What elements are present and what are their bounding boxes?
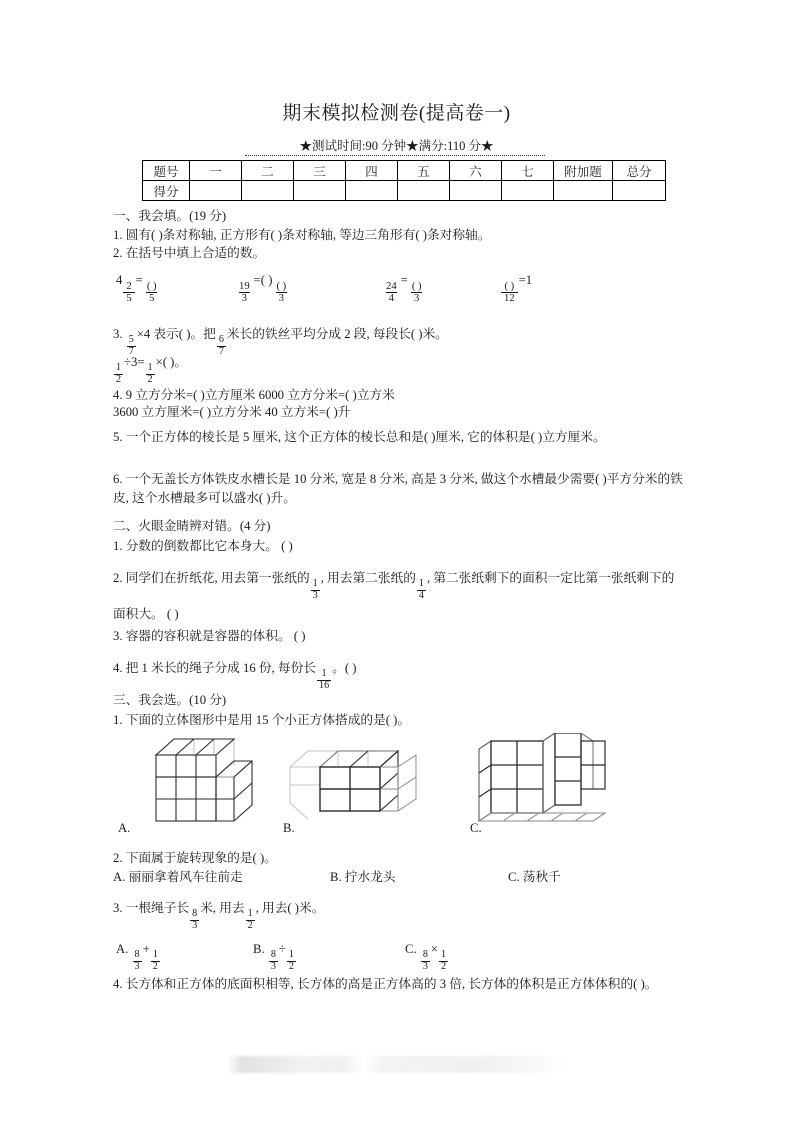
section3-q3 (113, 900, 324, 931)
expr1-equals: = (135, 273, 143, 287)
section1-q1: 1. 圆有( )条对称轴, 正方形有( )条对称轴, 等边三角形有( )条对称轴。 (113, 228, 491, 242)
q3c-operator: ÷3= (124, 355, 145, 369)
opt-c-frac2: $\frac{1}{2}$ (441, 949, 447, 972)
col-header-1: 一 (190, 161, 242, 181)
opt-c-frac1: $\frac{8}{3}$ (422, 949, 428, 972)
table-row (143, 161, 666, 181)
section3-heading: 三、我会选。(10 分) (113, 693, 227, 707)
opt-a-frac1: $\frac{8}{3}$ (134, 949, 140, 972)
col-header-2: 二 (242, 161, 294, 181)
section1-heading: 一、我会填。(19 分) (113, 209, 227, 223)
col-header-total: 总分 (613, 161, 666, 181)
cube-figure-b (288, 745, 418, 840)
cube-figure-a (136, 733, 266, 838)
q3-fraction-five-sevenths: $\frac{5}{7}$ (128, 334, 134, 357)
section1-q2-expr4 (500, 272, 532, 304)
q2-fraction-one-fourth: $\frac{1}{4}$ (418, 578, 424, 601)
col-header-extra: 附加题 (554, 161, 613, 181)
section3-q2-option-b[interactable]: B. 拧水龙头 (330, 870, 396, 884)
section3-q2: 2. 下面属于旋转现象的是( )。 (113, 851, 277, 865)
page-watermark (228, 1056, 565, 1073)
score-cell-total[interactable] (613, 181, 666, 201)
q2-tail: , 第二张纸剩下的面积一定比第一张纸剩下的面积大。 ( ) (113, 571, 675, 621)
expr2-fraction: $\frac{19}{3}$ (239, 280, 250, 304)
section1-q2-expr1 (116, 272, 161, 304)
expr1-fraction: $\frac{2}{5}$ (123, 281, 134, 304)
q4-prefix: 4. 把 1 米长的绳子分成 16 份, 每份长 (113, 661, 316, 675)
col-header-3: 三 (294, 161, 346, 181)
opt-a-frac2: $\frac{1}{2}$ (152, 949, 158, 972)
opt-a-label: A. (116, 942, 132, 956)
section3-q3-option-a[interactable] (116, 941, 161, 972)
score-cell-5[interactable] (398, 181, 450, 201)
opt-b-frac2: $\frac{1}{2}$ (288, 949, 294, 972)
dotted-divider (245, 155, 545, 156)
section1-q2-expr2 (235, 272, 290, 304)
figure-label-a: A. (118, 821, 131, 835)
col-header-5: 五 (398, 161, 450, 181)
figure-label-b: B. (283, 821, 295, 835)
section1-q3-line2 (113, 354, 187, 385)
q3c-tail: ×( )。 (155, 355, 188, 369)
q4-tail: 。( ) (332, 661, 357, 675)
section1-q3-line1 (113, 326, 448, 357)
section3-q3-option-c[interactable] (405, 941, 449, 972)
expr4-equals: =1 (518, 273, 533, 287)
q3-fraction-one-half: $\frac{1}{2}$ (247, 908, 253, 931)
q3-fraction-eight-thirds: $\frac{8}{3}$ (192, 908, 198, 931)
opt-c-label: C. (405, 942, 420, 956)
q4-fraction-one-sixteenth: $\frac{1}{16}$ (319, 668, 330, 691)
q3-prefix: 3. (113, 327, 126, 341)
section2-q4 (113, 660, 356, 691)
q3-middle-text: ×4 表示( )。把 (136, 327, 216, 341)
col-header-6: 六 (450, 161, 502, 181)
q3-fraction-six-sevenths: $\frac{6}{7}$ (218, 334, 224, 357)
section2-q2 (113, 565, 683, 627)
exam-subtitle: ★测试时间:90 分钟★满分:110 分★ (299, 139, 494, 153)
col-header-7: 七 (502, 161, 554, 181)
q3-tail-text2: , 用去( )米。 (255, 901, 325, 915)
row-label-score: 得分 (143, 181, 190, 201)
section1-q2-expr3 (382, 272, 426, 304)
expr2-blank-whole[interactable]: ) (265, 273, 273, 287)
score-cell-4[interactable] (346, 181, 398, 201)
section1-q4-line2: 3600 立方厘米=( )立方分米 40 立方米=( )升 (113, 405, 351, 419)
opt-b-operator: ÷ (278, 942, 286, 956)
expr2-equals: =( (253, 273, 266, 287)
section1-q4-line1: 4. 9 立方分米=( )立方厘米 6000 立方分米=( )立方米 (113, 388, 395, 402)
score-table (142, 160, 666, 201)
section3-q4: 4. 长方体和正方体的底面积相等, 长方体的高是正方体高的 3 倍, 长方体的体积是正方体体积的( )。 (113, 977, 658, 991)
table-row (143, 181, 666, 201)
expr3-answer-fraction[interactable]: ( ) 3 (411, 280, 422, 304)
q2-prefix: 2. 同学们在折纸花, 用去第一张纸的 (113, 571, 310, 585)
q3c-fraction-half-left: $\frac{1}{2}$ (116, 362, 122, 385)
score-cell-7[interactable] (502, 181, 554, 201)
expr4-answer-fraction[interactable]: ( ) 12 (501, 281, 518, 304)
opt-a-operator: + (142, 942, 150, 956)
section3-q3-option-b[interactable] (253, 941, 297, 972)
section1-q5: 5. 一个正方体的棱长是 5 厘米, 这个正方体的棱长总和是( )厘米, 它的体积是( )立方厘米。 (113, 430, 606, 444)
opt-c-operator: × (430, 942, 439, 956)
q3-tail-text: 米长的铁丝平均分成 2 段, 每段长( )米。 (226, 327, 448, 341)
q3-prefix-text: 3. 一根绳子长 (113, 901, 190, 915)
col-header-4: 四 (346, 161, 398, 181)
score-cell-6[interactable] (450, 181, 502, 201)
section2-q1: 1. 分数的倒数都比它本身大。 ( ) (113, 539, 293, 553)
page-title: 期末模拟检测卷(提高卷一) (282, 103, 511, 124)
section3-q1: 1. 下面的立体图形中是用 15 个小正方体搭成的是( )。 (113, 713, 411, 727)
section2-heading: 二、火眼金睛辨对错。(4 分) (113, 519, 271, 533)
q2-fraction-one-third: $\frac{1}{3}$ (312, 578, 318, 601)
expr2-answer-fraction[interactable]: ( ) 3 (276, 280, 287, 304)
score-cell-3[interactable] (294, 181, 346, 201)
score-cell-2[interactable] (242, 181, 294, 201)
section3-q2-option-c[interactable]: C. 荡秋千 (508, 870, 561, 884)
cube-figure-c (475, 733, 620, 838)
section1-q6: 6. 一个无盖长方体铁皮水槽长是 10 分米, 宽是 8 分米, 高是 3 分米, 做这个水槽最少需要( )平方分米的铁皮, 这个水槽最多可以盛水( )升。 (113, 472, 683, 505)
figure-label-c: C. (470, 821, 482, 835)
q3-middle-text2: 米, 用去 (200, 901, 245, 915)
row-label-number: 题号 (143, 161, 190, 181)
score-cell-extra[interactable] (554, 181, 613, 201)
section1-q2: 2. 在括号中填上合适的数。 (113, 246, 266, 260)
section2-q3: 3. 容器的容积就是容器的体积。 ( ) (113, 629, 306, 643)
expr1-answer-fraction[interactable]: ( ) 5 (146, 280, 157, 304)
opt-b-frac1: $\frac{8}{3}$ (270, 949, 276, 972)
q2-middle: , 用去第二张纸的 (320, 571, 416, 585)
section3-q2-option-a[interactable]: A. 丽丽拿着风车往前走 (113, 870, 243, 884)
expr1-whole: 4 (116, 273, 123, 287)
expr3-equals: = (400, 273, 408, 287)
opt-b-label: B. (253, 942, 268, 956)
score-cell-1[interactable] (190, 181, 242, 201)
expr3-fraction: $\frac{24}{4}$ (386, 280, 397, 304)
q3c-fraction-half-right: $\frac{1}{2}$ (147, 362, 153, 385)
